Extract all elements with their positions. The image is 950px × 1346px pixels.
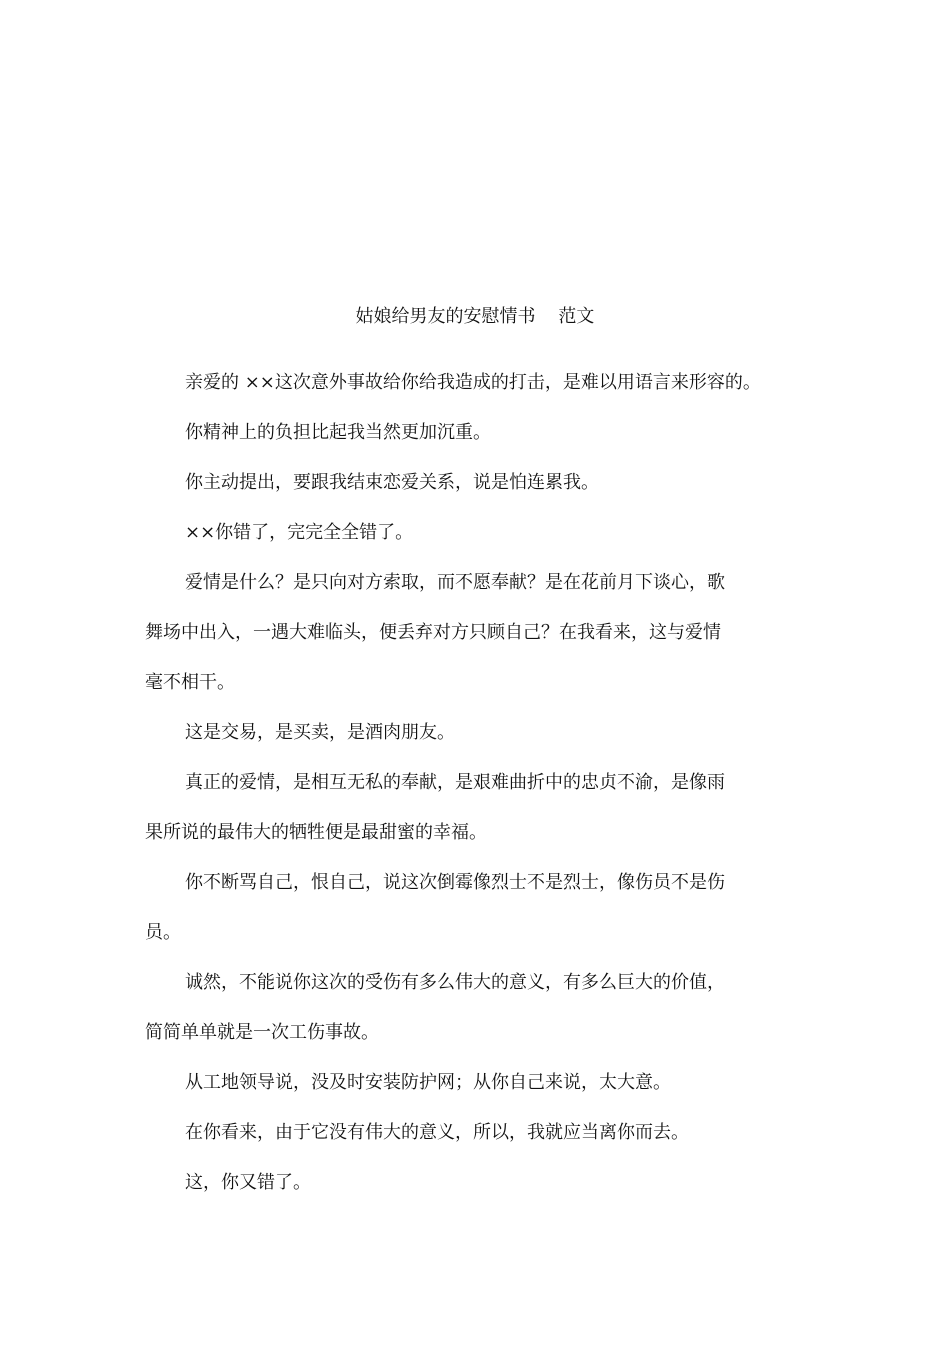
document-title: 姑娘给男友的安慰情书 范文 [355,306,595,327]
paragraph-line: 从工地领导说，没及时安装防护网；从你自己来说，太大意。 [185,1072,671,1093]
paragraph-line: 诚然，不能说你这次的受伤有多么伟大的意义，有多么巨大的价值， [185,972,725,993]
paragraph-line: 你精神上的负担比起我当然更加沉重。 [185,422,491,443]
paragraph-line: 舞场中出入，一遇大难临头，便丢弃对方只顾自己？在我看来，这与爱情 [145,622,721,643]
paragraph-line: ××你错了，完完全全错了。 [185,522,414,543]
paragraph-line: 爱情是什么？是只向对方索取，而不愿奉献？是在花前月下谈心，歌 [185,572,725,593]
paragraph-line: 员。 [145,922,181,943]
paragraph-line: 亲爱的 ××这次意外事故给你给我造成的打击，是难以用语言来形容的。 [185,372,761,393]
paragraph-line: 真正的爱情，是相互无私的奉献，是艰难曲折中的忠贞不渝，是像雨 [185,772,725,793]
paragraph-line: 你主动提出，要跟我结束恋爱关系，说是怕连累我。 [185,472,599,493]
paragraph-line: 毫不相干。 [145,672,235,693]
paragraph-line: 你不断骂自己，恨自己，说这次倒霉像烈士不是烈士，像伤员不是伤 [185,872,725,893]
paragraph-line: 简简单单就是一次工伤事故。 [145,1022,379,1043]
paragraph-line: 在你看来，由于它没有伟大的意义，所以，我就应当离你而去。 [185,1122,689,1143]
paragraph-line: 果所说的最伟大的牺牲便是最甜蜜的幸福。 [145,822,487,843]
paragraph-line: 这，你又错了。 [185,1172,311,1193]
paragraph-line: 这是交易，是买卖，是酒肉朋友。 [185,722,455,743]
